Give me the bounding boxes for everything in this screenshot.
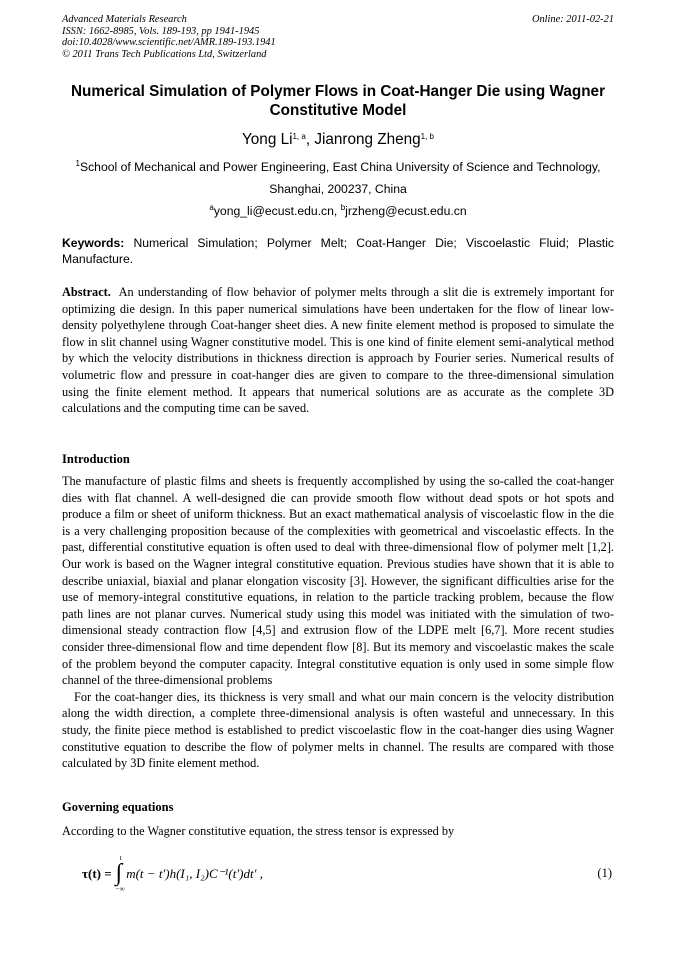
affiliation (62, 156, 614, 222)
equation-1 (82, 854, 263, 893)
eq-lower-limit: −∞ (115, 885, 125, 893)
online-date: Online: 2011-02-21 (531, 14, 614, 25)
abstract-text: An understanding of flow behavior of polymer melts through a slit die is extremely important for optimizing die design. In this paper numerical simulations have been undertaken for the flow of linear low-density polyethylene through Coat-hanger sheet dies. A new finite element method is proposed to simulate the flow in slit channel using Wagner constitutive model. This is one kind of finite element semi-analytical method by which the velocity distributions in thickness direction is approach by Fourier series. Numerical results of volumetric flow and pressure in coat-hanger dies are given to compare to the three-dimensional simulation using the finite element method. It appears that numerical solutions are as accurate as the complete 3D calculations and the computing time can be saved. (62, 285, 618, 416)
aff-line: School of Mechanical and Power Engineering, East China University of Science and Technology, (79, 160, 601, 174)
authors (62, 131, 614, 149)
paper-title: Numerical Simulation of Polymer Flows in Coat-Hanger Die using Wagner Constitutive Model (70, 83, 606, 119)
abstract (62, 284, 618, 417)
issn: ISSN: 1662-8985, Vols. 189-193, pp 1941-1945 (62, 25, 260, 37)
author: Yong Li (242, 131, 293, 148)
copyright: © 2011 Trans Tech Publications Ltd, Switzerland (62, 48, 267, 60)
eq-upper-limit: t (119, 854, 122, 862)
author: Jianrong Zheng (314, 131, 421, 148)
email-sup: b (340, 203, 346, 212)
keywords-text: Numerical Simulation; Polymer Melt; Coat-Hanger Die; Viscoelastic Fluid; Plastic Manufacture. (62, 236, 618, 266)
author-sup: 1, a (292, 132, 306, 141)
abstract-label: Abstract. (62, 285, 111, 299)
aff-sup: 1 (75, 159, 80, 168)
emails (62, 200, 614, 222)
introduction-body (62, 473, 614, 772)
introduction-heading: Introduction (62, 452, 130, 466)
email: yong_li@ecust.edu.cn, (213, 204, 341, 218)
email-sup: a (209, 203, 214, 212)
eq-body: m(t − t′)h(I₁, I₂)C⁻¹(t′)dt′ , (126, 865, 263, 881)
author-sup: 1, b (420, 132, 434, 141)
keywords (62, 236, 618, 267)
paragraph: The manufacture of plastic films and sheets is frequently accomplished by using the so-called the coat-hanger dies with flat channel. A well-designed die can provide smooth flow without dead spots or hot spots and produce a film or sheet of uniform thickness. But an exact mathematical analysis of viscoelastic flow in the die is a very challenging proposition because of the complexities with geometrical and viscoelastic effects. In the past, differential constitutive equation is often used to deal with three-dimensional flow of polymer melt [1,2]. Our work is based on the Wagner integral constitutive equation. Previous studies have shown that it is able to describe uniaxial, biaxial and planar elongation viscosity [3]. However, the significant difficulties arise for the use of memory-integral constitutive equations, in relation to the particle tracking problem, because the flow path lines are not planar curves. Numerical study using this model was initiated with the simulation of two-dimensional steady contraction flow [4,5] and extrusion flow of the LDPE melt [6,7]. More recent studies consider three-dimensional flow and time dependent flow [8]. But its memory and viscoelastic makes the scale of the problem beyond the computer capacity. Integral constitutive equation is only used in some simple flow channel of the three-dimensional problems (62, 474, 614, 688)
equation-number: (1) (597, 866, 612, 880)
integral-sign: ∫ t −∞ (115, 854, 125, 893)
paragraph: For the coat-hanger dies, its thickness is very small and what our main concern is the velocity distribution along the width direction, a complete three-dimensional analysis is often wasteful and unnecessary. In this study, the finite piece method is established to predict viscoelastic flow in the coat-hanger dies using Wagner constitutive equation to describe the flow of polymer melts in channel. The results are compared with those calculated by 3D finite element method. (62, 689, 614, 771)
separator: , (305, 131, 315, 148)
journal-header (62, 14, 276, 60)
journal-name: Advanced Materials Research (62, 14, 187, 25)
governing-heading: Governing equations (62, 800, 174, 814)
governing-text: According to the Wagner constitutive equation, the stress tensor is expressed by (62, 824, 455, 838)
eq-lhs: τ(t) = (82, 865, 112, 881)
doi: doi:10.4028/www.scientific.net/AMR.189-193.1941 (62, 37, 276, 49)
keywords-label: Keywords: (62, 236, 125, 250)
email: jrzheng@ecust.edu.cn (345, 204, 467, 218)
aff-line: Shanghai, 200237, China (269, 182, 407, 196)
